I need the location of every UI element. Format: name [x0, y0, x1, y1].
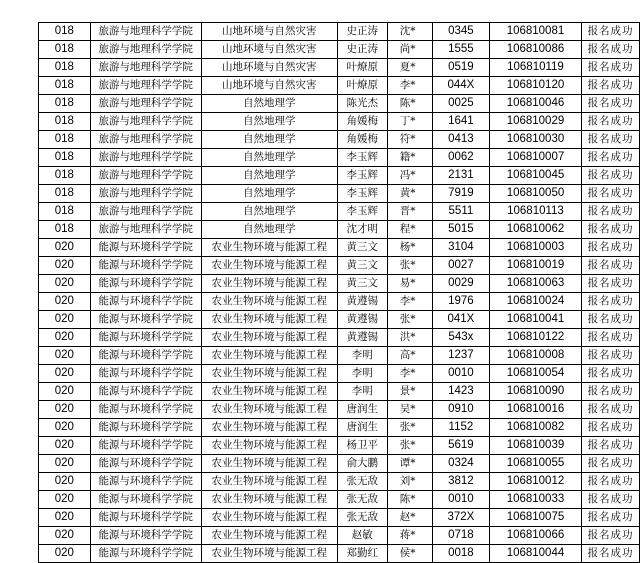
college-name-cell: 能源与环境科学学院 — [90, 329, 201, 347]
major-cell: 农业生物环境与能源工程 — [201, 509, 337, 527]
college-name-cell: 能源与环境科学学院 — [90, 437, 201, 455]
advisor-cell: 黄遵锡 — [337, 329, 387, 347]
id-suffix-cell: 0413 — [432, 131, 489, 149]
table-row — [39, 383, 640, 401]
college-code-cell: 020 — [39, 491, 91, 509]
college-code-cell: 020 — [39, 473, 91, 491]
student-name-cell: 黄* — [387, 185, 432, 203]
advisor-cell: 张无敌 — [337, 473, 387, 491]
application-number-cell: 106810012 — [489, 473, 581, 491]
registration-status-cell: 报名成功 — [582, 131, 640, 149]
student-name-cell: 谭* — [387, 455, 432, 473]
application-number-cell: 106810120 — [489, 77, 581, 95]
registration-table — [38, 22, 640, 563]
college-name-cell: 能源与环境科学学院 — [90, 527, 201, 545]
college-name-cell: 能源与环境科学学院 — [90, 275, 201, 293]
registration-status-cell: 报名成功 — [582, 347, 640, 365]
application-number-cell: 106810045 — [489, 167, 581, 185]
student-name-cell: 夏* — [387, 59, 432, 77]
college-name-cell: 旅游与地理科学学院 — [90, 59, 201, 77]
advisor-cell: 黄遵锡 — [337, 311, 387, 329]
college-code-cell: 018 — [39, 23, 91, 41]
college-name-cell: 旅游与地理科学学院 — [90, 149, 201, 167]
table-row — [39, 23, 640, 41]
table-row — [39, 293, 640, 311]
student-name-cell: 沈* — [387, 23, 432, 41]
student-name-cell: 符* — [387, 131, 432, 149]
id-suffix-cell: 0345 — [432, 23, 489, 41]
registration-status-cell: 报名成功 — [582, 167, 640, 185]
table-row — [39, 419, 640, 437]
student-name-cell: 刘* — [387, 473, 432, 491]
advisor-cell: 角媛梅 — [337, 131, 387, 149]
major-cell: 农业生物环境与能源工程 — [201, 473, 337, 491]
college-code-cell: 018 — [39, 113, 91, 131]
application-number-cell: 106810113 — [489, 203, 581, 221]
college-name-cell: 旅游与地理科学学院 — [90, 185, 201, 203]
college-code-cell: 020 — [39, 293, 91, 311]
college-code-cell: 020 — [39, 509, 91, 527]
application-number-cell: 106810030 — [489, 131, 581, 149]
major-cell: 农业生物环境与能源工程 — [201, 545, 337, 563]
college-name-cell: 能源与环境科学学院 — [90, 383, 201, 401]
id-suffix-cell: 0029 — [432, 275, 489, 293]
major-cell: 农业生物环境与能源工程 — [201, 275, 337, 293]
student-name-cell: 陈* — [387, 491, 432, 509]
registration-status-cell: 报名成功 — [582, 113, 640, 131]
advisor-cell: 李明 — [337, 383, 387, 401]
college-name-cell: 旅游与地理科学学院 — [90, 167, 201, 185]
table-row — [39, 455, 640, 473]
student-name-cell: 高* — [387, 347, 432, 365]
table-row — [39, 545, 640, 563]
college-code-cell: 018 — [39, 77, 91, 95]
id-suffix-cell: 041X — [432, 311, 489, 329]
student-name-cell: 张* — [387, 311, 432, 329]
application-number-cell: 106810086 — [489, 41, 581, 59]
advisor-cell: 李玉辉 — [337, 203, 387, 221]
college-name-cell: 能源与环境科学学院 — [90, 545, 201, 563]
table-row — [39, 509, 640, 527]
application-number-cell: 106810008 — [489, 347, 581, 365]
college-code-cell: 018 — [39, 149, 91, 167]
major-cell: 自然地理学 — [201, 185, 337, 203]
application-number-cell: 106810019 — [489, 257, 581, 275]
major-cell: 农业生物环境与能源工程 — [201, 401, 337, 419]
college-code-cell: 018 — [39, 185, 91, 203]
id-suffix-cell: 044X — [432, 77, 489, 95]
student-name-cell: 陈* — [387, 95, 432, 113]
registration-status-cell: 报名成功 — [582, 95, 640, 113]
student-name-cell: 吴* — [387, 401, 432, 419]
id-suffix-cell: 5619 — [432, 437, 489, 455]
advisor-cell: 黄三文 — [337, 257, 387, 275]
major-cell: 农业生物环境与能源工程 — [201, 383, 337, 401]
major-cell: 农业生物环境与能源工程 — [201, 347, 337, 365]
application-number-cell: 106810044 — [489, 545, 581, 563]
registration-status-cell: 报名成功 — [582, 149, 640, 167]
table-row — [39, 329, 640, 347]
id-suffix-cell: 1976 — [432, 293, 489, 311]
major-cell: 农业生物环境与能源工程 — [201, 365, 337, 383]
college-name-cell: 能源与环境科学学院 — [90, 491, 201, 509]
advisor-cell: 李玉辉 — [337, 167, 387, 185]
table-row — [39, 239, 640, 257]
id-suffix-cell: 0010 — [432, 365, 489, 383]
college-code-cell: 018 — [39, 59, 91, 77]
major-cell: 自然地理学 — [201, 167, 337, 185]
advisor-cell: 李玉辉 — [337, 185, 387, 203]
advisor-cell: 张无敌 — [337, 491, 387, 509]
id-suffix-cell: 5015 — [432, 221, 489, 239]
table-row — [39, 473, 640, 491]
student-name-cell: 尚* — [387, 41, 432, 59]
major-cell: 自然地理学 — [201, 113, 337, 131]
id-suffix-cell: 1641 — [432, 113, 489, 131]
table-row — [39, 401, 640, 419]
student-name-cell: 李* — [387, 365, 432, 383]
application-number-cell: 106810007 — [489, 149, 581, 167]
id-suffix-cell: 0025 — [432, 95, 489, 113]
major-cell: 山地环境与自然灾害 — [201, 23, 337, 41]
registration-status-cell: 报名成功 — [582, 491, 640, 509]
college-code-cell: 020 — [39, 239, 91, 257]
major-cell: 自然地理学 — [201, 203, 337, 221]
id-suffix-cell: 0062 — [432, 149, 489, 167]
college-code-cell: 020 — [39, 329, 91, 347]
id-suffix-cell: 1423 — [432, 383, 489, 401]
id-suffix-cell: 0027 — [432, 257, 489, 275]
registration-status-cell: 报名成功 — [582, 311, 640, 329]
advisor-cell: 李明 — [337, 347, 387, 365]
registration-status-cell: 报名成功 — [582, 77, 640, 95]
table-row — [39, 203, 640, 221]
table-row — [39, 131, 640, 149]
id-suffix-cell: 0910 — [432, 401, 489, 419]
table-row — [39, 95, 640, 113]
student-name-cell: 侯* — [387, 545, 432, 563]
college-code-cell: 020 — [39, 365, 91, 383]
college-code-cell: 020 — [39, 347, 91, 365]
student-name-cell: 景* — [387, 383, 432, 401]
application-number-cell: 106810039 — [489, 437, 581, 455]
id-suffix-cell: 372X — [432, 509, 489, 527]
advisor-cell: 唐润生 — [337, 419, 387, 437]
college-name-cell: 能源与环境科学学院 — [90, 347, 201, 365]
college-code-cell: 020 — [39, 437, 91, 455]
student-name-cell: 张* — [387, 257, 432, 275]
table-row — [39, 491, 640, 509]
registration-status-cell: 报名成功 — [582, 275, 640, 293]
registration-status-cell: 报名成功 — [582, 221, 640, 239]
major-cell: 农业生物环境与能源工程 — [201, 491, 337, 509]
registration-status-cell: 报名成功 — [582, 437, 640, 455]
table-row — [39, 275, 640, 293]
application-number-cell: 106810050 — [489, 185, 581, 203]
major-cell: 农业生物环境与能源工程 — [201, 293, 337, 311]
college-name-cell: 能源与环境科学学院 — [90, 473, 201, 491]
id-suffix-cell: 3104 — [432, 239, 489, 257]
college-name-cell: 旅游与地理科学学院 — [90, 41, 201, 59]
id-suffix-cell: 0718 — [432, 527, 489, 545]
major-cell: 农业生物环境与能源工程 — [201, 455, 337, 473]
college-code-cell: 020 — [39, 527, 91, 545]
application-number-cell: 106810063 — [489, 275, 581, 293]
major-cell: 山地环境与自然灾害 — [201, 59, 337, 77]
advisor-cell: 黄三文 — [337, 239, 387, 257]
application-number-cell: 106810090 — [489, 383, 581, 401]
college-code-cell: 018 — [39, 167, 91, 185]
major-cell: 农业生物环境与能源工程 — [201, 419, 337, 437]
registration-status-cell: 报名成功 — [582, 509, 640, 527]
college-code-cell: 018 — [39, 95, 91, 113]
application-number-cell: 106810029 — [489, 113, 581, 131]
college-name-cell: 旅游与地理科学学院 — [90, 203, 201, 221]
college-code-cell: 020 — [39, 257, 91, 275]
registration-status-cell: 报名成功 — [582, 455, 640, 473]
id-suffix-cell: 0519 — [432, 59, 489, 77]
id-suffix-cell: 0324 — [432, 455, 489, 473]
advisor-cell: 郑勤红 — [337, 545, 387, 563]
application-number-cell: 106810082 — [489, 419, 581, 437]
advisor-cell: 史正涛 — [337, 41, 387, 59]
student-name-cell: 张* — [387, 437, 432, 455]
advisor-cell: 叶燎原 — [337, 59, 387, 77]
registration-status-cell: 报名成功 — [582, 401, 640, 419]
college-code-cell: 020 — [39, 545, 91, 563]
student-name-cell: 蒋* — [387, 527, 432, 545]
advisor-cell: 张无敌 — [337, 509, 387, 527]
registration-status-cell: 报名成功 — [582, 257, 640, 275]
registration-status-cell: 报名成功 — [582, 185, 640, 203]
college-code-cell: 020 — [39, 383, 91, 401]
major-cell: 农业生物环境与能源工程 — [201, 437, 337, 455]
table-row — [39, 257, 640, 275]
registration-status-cell: 报名成功 — [582, 23, 640, 41]
college-name-cell: 能源与环境科学学院 — [90, 455, 201, 473]
student-name-cell: 晋* — [387, 203, 432, 221]
application-number-cell: 106810041 — [489, 311, 581, 329]
student-name-cell: 李* — [387, 293, 432, 311]
college-name-cell: 能源与环境科学学院 — [90, 401, 201, 419]
advisor-cell: 叶燎原 — [337, 77, 387, 95]
college-code-cell: 018 — [39, 41, 91, 59]
id-suffix-cell: 0018 — [432, 545, 489, 563]
registration-status-cell: 报名成功 — [582, 527, 640, 545]
student-name-cell: 李* — [387, 77, 432, 95]
major-cell: 山地环境与自然灾害 — [201, 77, 337, 95]
advisor-cell: 李玉辉 — [337, 149, 387, 167]
college-name-cell: 旅游与地理科学学院 — [90, 77, 201, 95]
id-suffix-cell: 1555 — [432, 41, 489, 59]
college-code-cell: 020 — [39, 275, 91, 293]
application-number-cell: 106810122 — [489, 329, 581, 347]
college-code-cell: 020 — [39, 419, 91, 437]
application-number-cell: 106810016 — [489, 401, 581, 419]
major-cell: 农业生物环境与能源工程 — [201, 329, 337, 347]
application-number-cell: 106810033 — [489, 491, 581, 509]
registration-status-cell: 报名成功 — [582, 41, 640, 59]
id-suffix-cell: 5511 — [432, 203, 489, 221]
advisor-cell: 陈光杰 — [337, 95, 387, 113]
id-suffix-cell: 2131 — [432, 167, 489, 185]
table-row — [39, 437, 640, 455]
major-cell: 自然地理学 — [201, 221, 337, 239]
student-name-cell: 易* — [387, 275, 432, 293]
advisor-cell: 李明 — [337, 365, 387, 383]
college-code-cell: 018 — [39, 131, 91, 149]
major-cell: 农业生物环境与能源工程 — [201, 527, 337, 545]
table-row — [39, 113, 640, 131]
registration-status-cell: 报名成功 — [582, 473, 640, 491]
college-code-cell: 020 — [39, 311, 91, 329]
application-number-cell: 106810075 — [489, 509, 581, 527]
advisor-cell: 史正涛 — [337, 23, 387, 41]
college-name-cell: 能源与环境科学学院 — [90, 257, 201, 275]
application-number-cell: 106810066 — [489, 527, 581, 545]
table-row — [39, 365, 640, 383]
college-name-cell: 能源与环境科学学院 — [90, 419, 201, 437]
table-row — [39, 167, 640, 185]
table-row — [39, 347, 640, 365]
college-code-cell: 018 — [39, 203, 91, 221]
table-row — [39, 311, 640, 329]
college-name-cell: 能源与环境科学学院 — [90, 509, 201, 527]
id-suffix-cell: 0010 — [432, 491, 489, 509]
student-name-cell: 程* — [387, 221, 432, 239]
major-cell: 农业生物环境与能源工程 — [201, 239, 337, 257]
college-name-cell: 能源与环境科学学院 — [90, 365, 201, 383]
id-suffix-cell: 7919 — [432, 185, 489, 203]
college-name-cell: 能源与环境科学学院 — [90, 239, 201, 257]
college-name-cell: 旅游与地理科学学院 — [90, 221, 201, 239]
registration-status-cell: 报名成功 — [582, 545, 640, 563]
major-cell: 自然地理学 — [201, 149, 337, 167]
college-name-cell: 旅游与地理科学学院 — [90, 113, 201, 131]
major-cell: 农业生物环境与能源工程 — [201, 311, 337, 329]
registration-status-cell: 报名成功 — [582, 293, 640, 311]
application-number-cell: 106810055 — [489, 455, 581, 473]
table-row — [39, 185, 640, 203]
id-suffix-cell: 1152 — [432, 419, 489, 437]
application-number-cell: 106810081 — [489, 23, 581, 41]
table-row — [39, 77, 640, 95]
application-number-cell: 106810054 — [489, 365, 581, 383]
college-code-cell: 020 — [39, 401, 91, 419]
application-number-cell: 106810024 — [489, 293, 581, 311]
student-name-cell: 洪* — [387, 329, 432, 347]
student-name-cell: 冯* — [387, 167, 432, 185]
id-suffix-cell: 3812 — [432, 473, 489, 491]
student-name-cell: 杨* — [387, 239, 432, 257]
advisor-cell: 角媛梅 — [337, 113, 387, 131]
table-row — [39, 527, 640, 545]
advisor-cell: 赵敏 — [337, 527, 387, 545]
college-code-cell: 018 — [39, 221, 91, 239]
table-row — [39, 41, 640, 59]
application-number-cell: 106810062 — [489, 221, 581, 239]
advisor-cell: 杨卫平 — [337, 437, 387, 455]
college-name-cell: 能源与环境科学学院 — [90, 311, 201, 329]
student-name-cell: 籍* — [387, 149, 432, 167]
advisor-cell: 唐润生 — [337, 401, 387, 419]
table-row — [39, 149, 640, 167]
registration-status-cell: 报名成功 — [582, 329, 640, 347]
student-name-cell: 张* — [387, 419, 432, 437]
advisor-cell: 沈才明 — [337, 221, 387, 239]
application-number-cell: 106810046 — [489, 95, 581, 113]
college-code-cell: 020 — [39, 455, 91, 473]
major-cell: 自然地理学 — [201, 95, 337, 113]
major-cell: 自然地理学 — [201, 131, 337, 149]
table-row — [39, 221, 640, 239]
major-cell: 农业生物环境与能源工程 — [201, 257, 337, 275]
registration-list-page — [38, 22, 640, 563]
college-name-cell: 旅游与地理科学学院 — [90, 23, 201, 41]
student-name-cell: 赵* — [387, 509, 432, 527]
registration-status-cell: 报名成功 — [582, 383, 640, 401]
registration-status-cell: 报名成功 — [582, 203, 640, 221]
registration-status-cell: 报名成功 — [582, 59, 640, 77]
major-cell: 山地环境与自然灾害 — [201, 41, 337, 59]
table-body — [39, 23, 640, 563]
application-number-cell: 106810003 — [489, 239, 581, 257]
id-suffix-cell: 543x — [432, 329, 489, 347]
college-name-cell: 能源与环境科学学院 — [90, 293, 201, 311]
application-number-cell: 106810119 — [489, 59, 581, 77]
registration-status-cell: 报名成功 — [582, 419, 640, 437]
registration-status-cell: 报名成功 — [582, 239, 640, 257]
table-row — [39, 59, 640, 77]
student-name-cell: 丁* — [387, 113, 432, 131]
college-name-cell: 旅游与地理科学学院 — [90, 95, 201, 113]
id-suffix-cell: 1237 — [432, 347, 489, 365]
advisor-cell: 黄三文 — [337, 275, 387, 293]
advisor-cell: 俞大鹏 — [337, 455, 387, 473]
registration-status-cell: 报名成功 — [582, 365, 640, 383]
advisor-cell: 黄遵锡 — [337, 293, 387, 311]
college-name-cell: 旅游与地理科学学院 — [90, 131, 201, 149]
